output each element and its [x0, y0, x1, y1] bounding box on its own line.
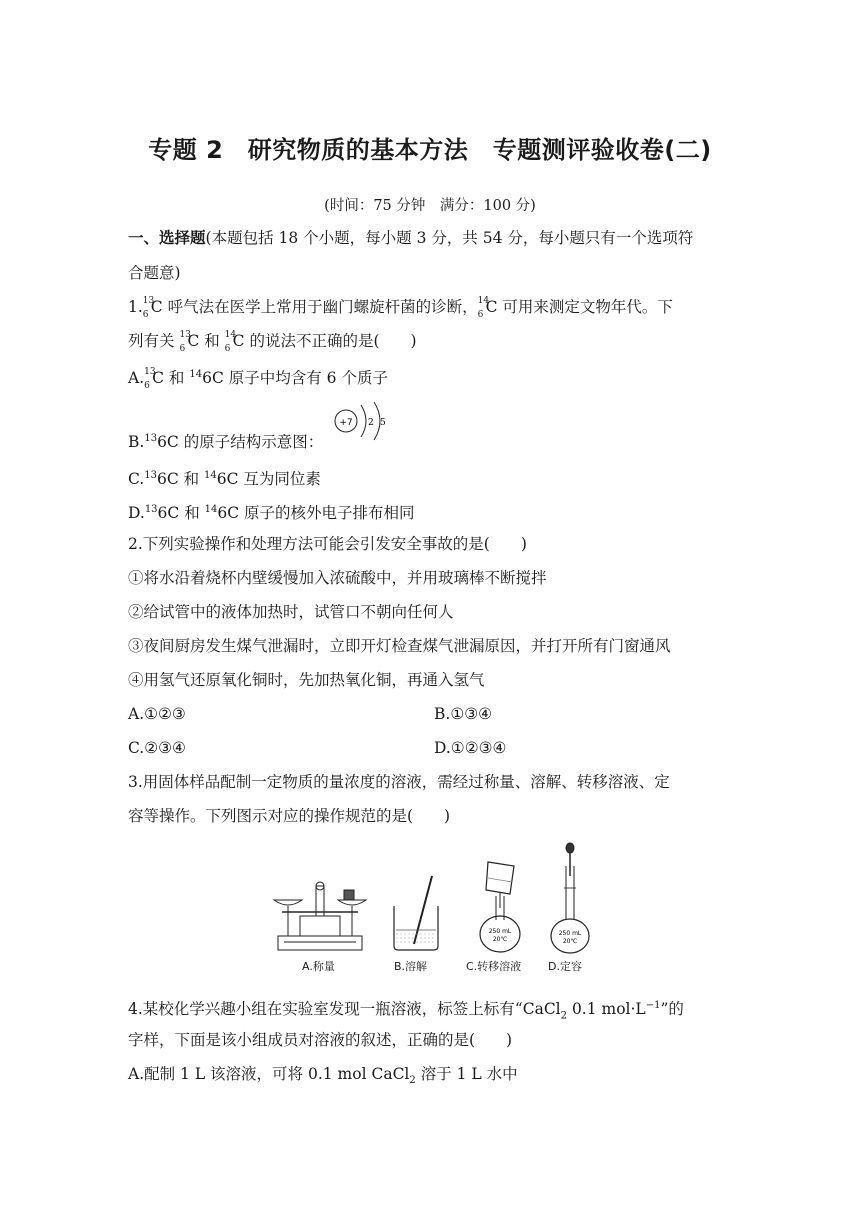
q4-option-a: A.配制 1 L 该溶液，可将 0.1 mol CaCl$_2$ 溶于 1 L 水中 [128, 1065, 518, 1087]
q1-stem-line2: 列有关 13 6 C 和 14 6 C 的说法不正确的是( ) [128, 330, 417, 354]
q3-stem-line1: 3.用固体样品配制一定物质的量浓度的溶液，需经过称量、溶解、转移溶液、定 [128, 773, 670, 791]
flask-temp-label: 20℃ [492, 936, 508, 943]
section-heading-line [128, 228, 693, 248]
q4-stem-line2: 字样，下面是该小组成员对溶液的叙述，正确的是( ) [128, 1031, 513, 1049]
section-description: (本题包括 18 个小题，每小题 3 分，共 54 分，每小题只有一个选项符 [205, 229, 694, 247]
q2-stem: 2.下列实验操作和处理方法可能会引发安全事故的是( ) [128, 535, 527, 553]
q3-stem-line2: 容等操作。下列图示对应的操作规范的是( ) [128, 807, 451, 825]
isotope-13-6: 13 6 [179, 330, 191, 354]
q2-option-b: B.①③④ [434, 705, 493, 723]
q2-option-d: D.①②③④ [434, 739, 507, 757]
shell-electrons-1: 2 [368, 418, 374, 428]
q2-item-1: ①将水沿着烧杯内壁缓慢加入浓硫酸中，并用玻璃棒不断搅拌 [128, 569, 547, 587]
q2-item-3: ③夜间厨房发生煤气泄漏时，立即开灯检查煤气泄漏原因，并打开所有门窗通风 [128, 637, 671, 655]
constant-volume-figure [548, 842, 594, 956]
isotope-14-6: 14 6 [224, 330, 237, 354]
q1-number: 1. [128, 298, 143, 316]
q2-item-4: ④用氢气还原氧化铜时，先加热氧化铜，再通入氢气 [128, 671, 485, 689]
q1-option-c: C.$^{13}$6C 和 $^{14}$6C 互为同位素 [128, 470, 321, 489]
q2-option-c: C.②③④ [128, 739, 186, 757]
flask-volume-label: 250 mL [488, 928, 512, 935]
figure-b-caption: B.溶解 [394, 960, 428, 973]
q1-option-b: B.$^{13}$6C 的原子结构示意图： [128, 433, 324, 452]
section-description-cont: 合题意) [128, 264, 181, 282]
atomic-structure-diagram [330, 400, 394, 444]
balance-scale-figure [270, 880, 370, 954]
isotope-13-6: 13 6 [144, 367, 156, 392]
figure-a-caption: A.称量 [302, 960, 335, 973]
figure-c-caption: C.转移溶液 [466, 960, 522, 973]
q1-option-a: A. 13 6 C 和 $^{14}$6C 原子中均含有 6 个质子 [128, 367, 388, 392]
figure-d-caption: D.定容 [548, 960, 582, 973]
isotope-14-6: 14 6 [477, 296, 490, 320]
page-title: 专题 2 研究物质的基本方法 专题测评验收卷(二) [148, 136, 712, 164]
q2-item-2: ②给试管中的液体加热时，试管口不朝向任何人 [128, 603, 454, 621]
exam-info: (时间：75 分钟 满分：100 分) [324, 198, 536, 214]
transfer-solution-figure [470, 856, 536, 956]
isotope-13-6: 13 6 [142, 296, 155, 320]
q4-stem-line1: 4.某校化学兴趣小组在实验室发现一瓶溶液，标签上标有“CaCl$_2$ 0.1 $mol\cdot L^{-1}$”的 [128, 1000, 684, 1022]
flask-temp-label: 20℃ [562, 938, 578, 945]
section-heading: 一、选择题 [128, 228, 206, 247]
flask-volume-label: 250 mL [558, 930, 582, 937]
q1-option-d: D.$^{13}$6C 和 $^{14}$6C 原子的核外电子排布相同 [128, 504, 415, 523]
shell-electrons-2: 5 [380, 418, 386, 428]
nucleus-charge: +7 [339, 418, 353, 428]
q2-option-a: A.①②③ [128, 705, 186, 723]
q1-stem-line1: 1. 13 6 C 呼气法在医学上常用于幽门螺旋杆菌的诊断， 14 6 C 可用来测定文物年代。下 [128, 296, 673, 320]
beaker-dissolving-figure [386, 872, 446, 954]
